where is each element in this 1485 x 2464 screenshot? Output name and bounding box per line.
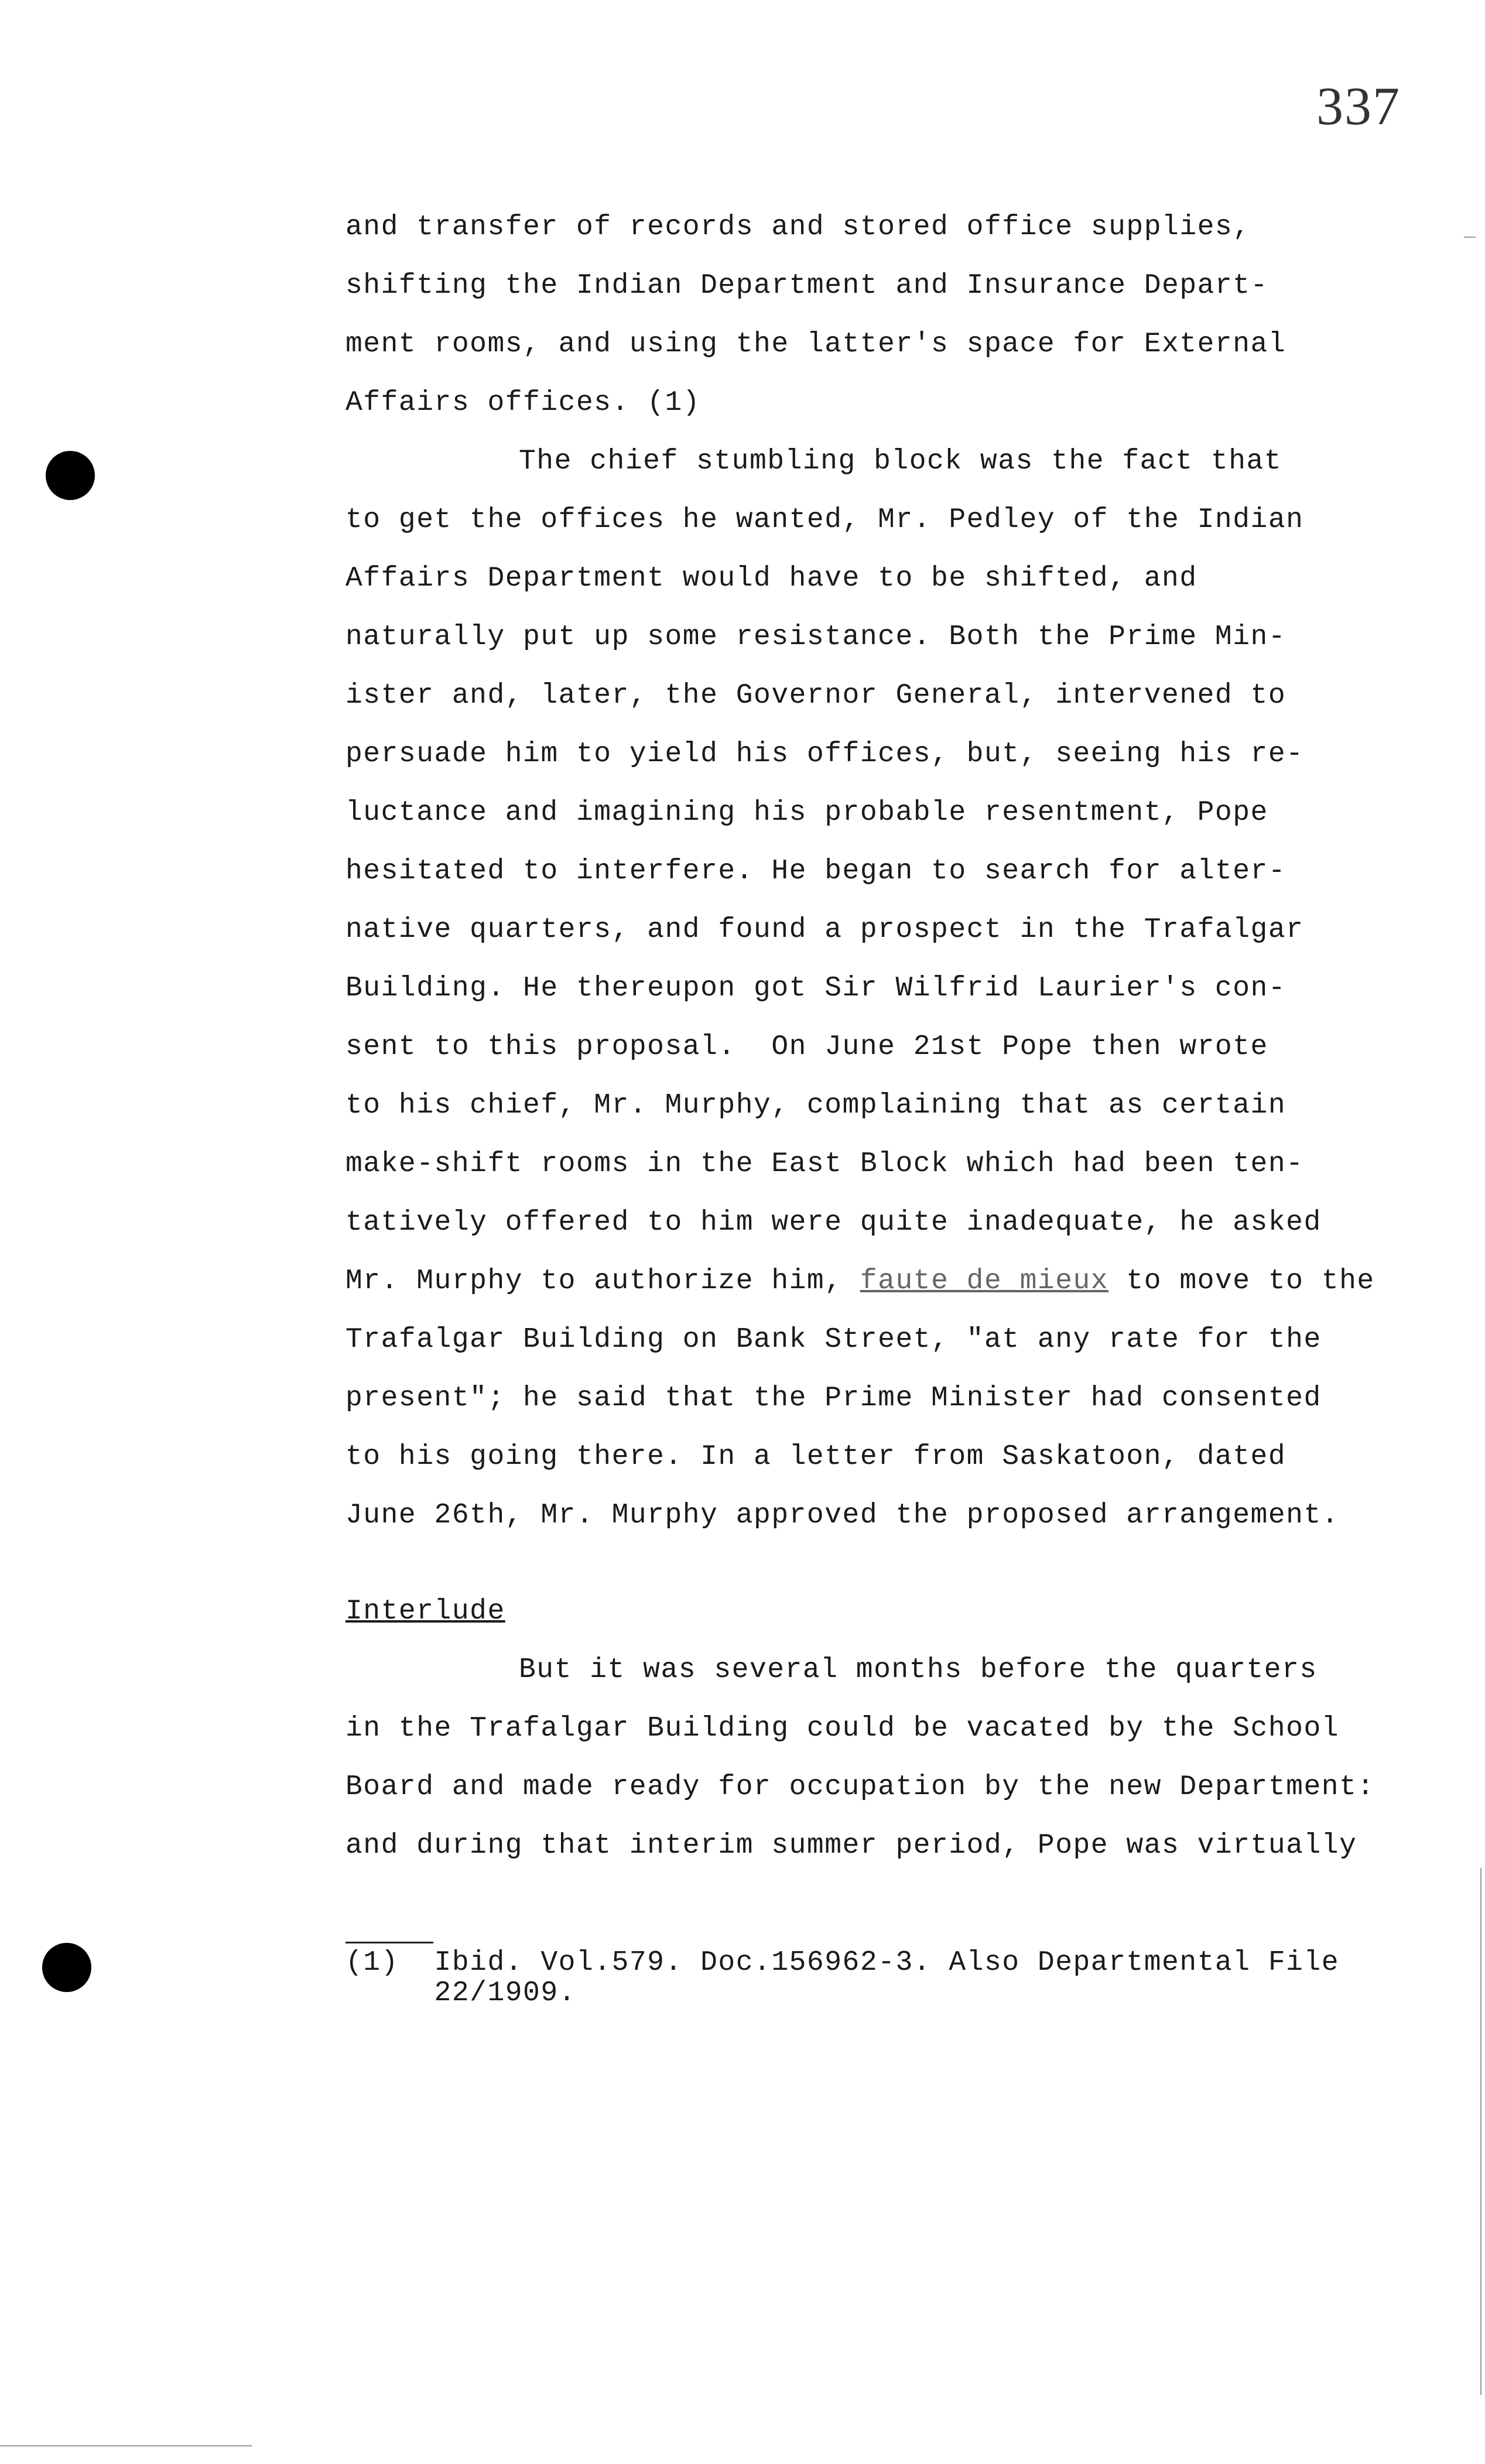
foreign-phrase: faute de mieux: [860, 1265, 1109, 1297]
text-line: and transfer of records and stored office supplies,: [345, 211, 1251, 243]
text-fragment: to move to the: [1108, 1265, 1375, 1297]
text-line: hesitated to interfere. He began to search for alter-: [345, 855, 1286, 887]
text-line: to his chief, Mr. Murphy, complaining that as certain: [345, 1090, 1286, 1121]
text-line: luctance and imagining his probable resentment, Pope: [345, 797, 1268, 829]
text-line: and during that interim summer period, Pope was virtually: [345, 1830, 1357, 1861]
text-line: sent to this proposal. On June 21st Pope then wrote: [345, 1031, 1268, 1063]
text-line: Trafalgar Building on Bank Street, "at any rate for the: [345, 1324, 1322, 1356]
footnote-rule: [345, 1942, 433, 1943]
text-line: in the Trafalgar Building could be vacated by the School: [345, 1713, 1340, 1744]
text-line: tatively offered to him were quite inadequate, he asked: [345, 1207, 1322, 1238]
page-number: 337: [1316, 76, 1401, 136]
text-line: Affairs Department would have to be shifted, and: [345, 563, 1197, 594]
text-line: Building. He thereupon got Sir Wilfrid Laurier's con-: [345, 973, 1286, 1004]
text-line: make-shift rooms in the East Block which had been ten-: [345, 1148, 1304, 1180]
text-line: naturally put up some resistance. Both the Prime Min-: [345, 621, 1286, 653]
scan-edge-mark: [1464, 237, 1476, 238]
text-line: ment rooms, and using the latter's space for External: [345, 328, 1286, 360]
text-line: Board and made ready for occupation by the new Department:: [345, 1771, 1375, 1803]
punch-hole-top: [46, 451, 95, 500]
text-line: present"; he said that the Prime Minister had consented: [345, 1382, 1322, 1414]
text-line: Affairs offices. (1): [345, 387, 701, 419]
text-line: The chief stumbling block was the fact that: [519, 446, 1282, 477]
footnote-line: (1) Ibid. Vol.579. Doc.156962-3. Also Departmental File: [345, 1947, 1340, 1979]
scan-bottom-line: [0, 2445, 252, 2446]
text-fragment: Mr. Murphy to authorize him,: [345, 1265, 860, 1297]
section-heading: Interlude: [345, 1596, 505, 1627]
scan-edge-line: [1480, 1868, 1481, 2395]
text-line: shifting the Indian Department and Insurance Depart-: [345, 270, 1268, 302]
text-line: to get the offices he wanted, Mr. Pedley of the Indian: [345, 504, 1304, 536]
text-line: to his going there. In a letter from Saskatoon, dated: [345, 1441, 1286, 1473]
text-line-mixed: [345, 1264, 1375, 1299]
text-line: native quarters, and found a prospect in the Trafalgar: [345, 914, 1304, 946]
text-line: ister and, later, the Governor General, intervened to: [345, 680, 1286, 711]
footnote-line: 22/1909.: [345, 1977, 576, 2009]
text-line: persuade him to yield his offices, but, seeing his re-: [345, 738, 1304, 770]
text-line: But it was several months before the quarters: [519, 1654, 1318, 1686]
text-line: June 26th, Mr. Murphy approved the proposed arrangement.: [345, 1500, 1340, 1531]
punch-hole-bottom: [42, 1943, 91, 1992]
